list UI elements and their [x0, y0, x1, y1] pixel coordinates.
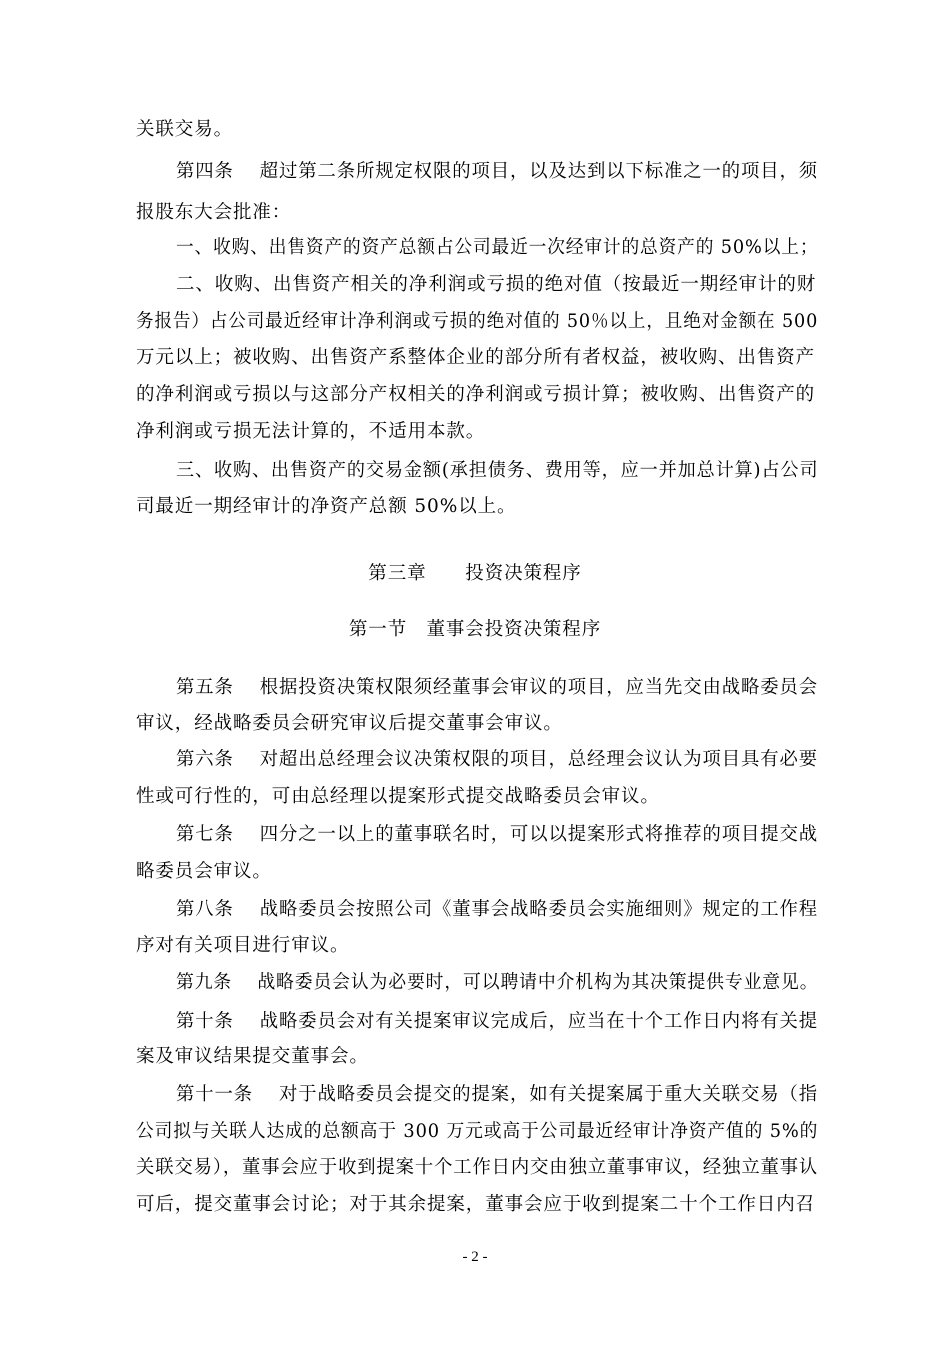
- article-7-line: 第七条 四分之一以上的董事联名时，可以以提案形式将推荐的项目提交战: [176, 824, 819, 845]
- text-line: 公司拟与关联人达成的总额高于 300 万元或高于公司最近经审计净资产值的 5%的: [136, 1121, 819, 1142]
- text-line: 序对有关项目进行审议。: [136, 935, 350, 956]
- article-5-line: 第五条 根据投资决策权限须经董事会审议的项目，应当先交由战略委员会: [176, 677, 819, 698]
- article-8-line: 第八条 战略委员会按照公司《董事会战略委员会实施细则》规定的工作程: [176, 899, 819, 920]
- text-line: 报股东大会批准：: [136, 202, 292, 223]
- page-number: - 2 -: [462, 1249, 488, 1265]
- criterion-1-line: 一、收购、出售资产的资产总额占公司最近一次经审计的总资产的 50%以上；: [176, 237, 819, 258]
- text-line: 司最近一期经审计的净资产总额 50%以上。: [136, 496, 517, 517]
- criterion-2-line: 二、收购、出售资产相关的净利润或亏损的绝对值（按最近一期经审计的财: [176, 274, 817, 295]
- text-line: 审议，经战略委员会研究审议后提交董事会审议。: [136, 713, 563, 734]
- text-line: 案及审议结果提交董事会。: [136, 1046, 369, 1067]
- criterion-3-line: 三、收购、出售资产的交易金额(承担债务、费用等，应一并加总计算)占公司: [176, 460, 819, 481]
- text-line: 的净利润或亏损以与这部分产权相关的净利润或亏损计算；被收购、出售资产的: [136, 384, 816, 405]
- text-line: 略委员会审议。: [136, 861, 272, 882]
- text-line: 关联交易），董事会应于收到提案十个工作日内交由独立董事审议，经独立董事认: [136, 1157, 819, 1178]
- text-line: 关联交易。: [136, 119, 234, 140]
- text-line: 性或可行性的，可由总经理以提案形式提交战略委员会审议。: [136, 786, 660, 807]
- text-line: 可后，提交董事会讨论；对于其余提案，董事会应于收到提案二十个工作日内召: [136, 1194, 816, 1215]
- article-4-heading-line: 第四条 超过第二条所规定权限的项目，以及达到以下标准之一的项目，须: [176, 161, 819, 182]
- text-line: 净利润或亏损无法计算的，不适用本款。: [136, 421, 486, 442]
- article-6-line: 第六条 对超出总经理会议决策权限的项目，总经理会议认为项目具有必要: [176, 749, 819, 770]
- text-line: 务报告）占公司最近经审计净利润或亏损的绝对值的 50％以上，且绝对金额在 500: [136, 311, 819, 332]
- chapter-title: 第三章 投资决策程序: [368, 563, 582, 584]
- article-11-line: 第十一条 对于战略委员会提交的提案，如有关提案属于重大关联交易（指: [176, 1084, 819, 1105]
- text-line: 万元以上；被收购、出售资产系整体企业的部分所有者权益，被收购、出售资产: [136, 347, 816, 368]
- section-title: 第一节 董事会投资决策程序: [348, 619, 602, 640]
- article-10-line: 第十条 战略委员会对有关提案审议完成后，应当在十个工作日内将有关提: [176, 1011, 819, 1032]
- article-9-line: 第九条 战略委员会认为必要时，可以聘请中介机构为其决策提供专业意见。: [176, 972, 819, 993]
